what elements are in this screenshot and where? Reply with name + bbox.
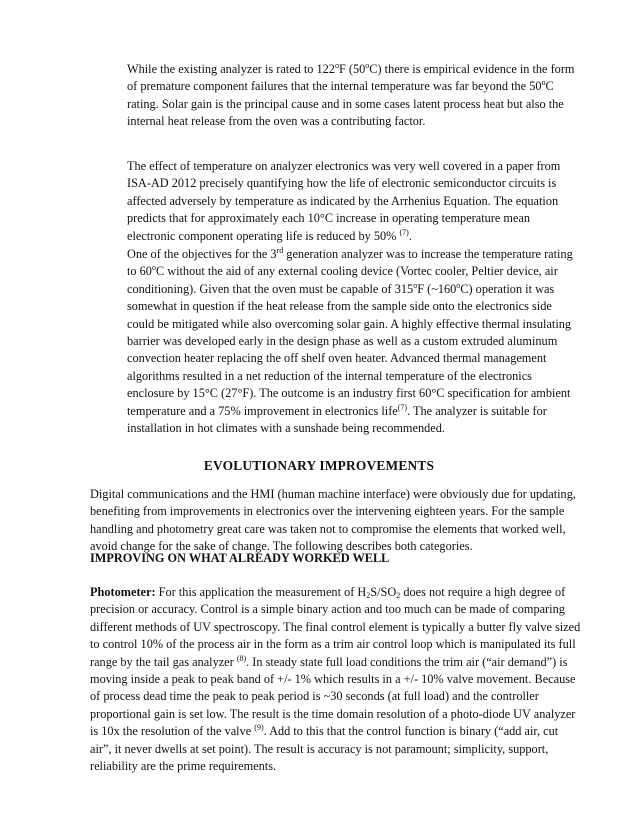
ordinal-sup: rd (276, 246, 284, 255)
subscript: 2 (366, 591, 371, 600)
text: C) there is empirical evidence in the form of premature component failures that the internal temperature was far beyond the 50 (127, 62, 575, 94)
text: C rating. Solar gain is the principal cause and in some cases latent process heat but also the internal heat release from the oven was a contributing factor. (127, 79, 564, 129)
text: S/SO (370, 585, 397, 599)
text: generation analyzer was to increase the temperature rating to 60 (127, 247, 573, 279)
subsection-heading: IMPROVING ON WHAT ALREADY WORKED WELL (90, 551, 390, 565)
text: . Add to this that the control function is binary (“add air, cut air”, it never dwells at set point). The result is accuracy is not paramount; simplicity, support, reliability are the prime requirements. (90, 724, 559, 774)
paragraph-temperature-effect (127, 158, 581, 245)
reference-sup: (7) (399, 227, 409, 237)
reference-sup: (9) (254, 723, 264, 733)
reference-sup: (7) (397, 402, 408, 412)
text: C without the aid of any external cooling device (Vortec cooler, Peltier device, air conditioning). Given that the oven must be capable of 315 (127, 264, 558, 296)
degree-sup: o (151, 263, 156, 273)
section-heading: EVOLUTIONARY IMPROVEMENTS (203, 458, 435, 473)
text: F (50 (338, 62, 366, 76)
degree-sup: o (413, 280, 418, 290)
degree-sup: o (541, 78, 546, 88)
text: One of the objectives for the 3 (127, 247, 277, 261)
text: . (408, 228, 412, 243)
text: While the existing analyzer is rated to 122 (127, 62, 335, 76)
paragraph-digital-communications: Digital communications and the HMI (human machine interface) were obviously due for updating, benefiting from improvements in electronics over the intervening eighteen years. For the sample handling and photometry great care was taken not to compromise the elements that worked well, avoid change for the sake of change. The following describes both categories. (90, 487, 576, 554)
paragraph-analyzer-rating (127, 61, 581, 131)
text: The effect of temperature on analyzer electronics was very well covered in a paper from ISA-AD 2012 precisely quantifying how the life of electronic semiconductor circuits is affected adversely by temperature as indicated by the Arrhenius Equation. The equation predicts that for approximately each 10°C increase in operating temperature mean electronic component operating life is reduced by 50% (127, 159, 561, 243)
degree-sup: o (365, 61, 370, 70)
text: . The analyzer is suitable for installation in hot climates with a sunshade being recommended. (127, 403, 547, 436)
photometer-label: Photometer: (90, 585, 156, 599)
text: For this application the measurement of H (155, 585, 367, 599)
degree-sup: o (456, 280, 461, 290)
reference-sup: (8) (236, 653, 247, 663)
subscript: 2 (396, 591, 401, 600)
text: does not require a high degree of precision or accuracy. Control is a simple binary action and too much can be made of comparing different methods of UV spectroscopy. The final control element is typically a butter fly valve sized to control 10% of the process air in the form as a trim air control loop which is manipulated its full range by the tail gas analyzer (90, 585, 581, 669)
text: F (~160 (417, 281, 457, 296)
degree-sup: o (334, 61, 339, 70)
paragraph-photometer (90, 584, 582, 775)
paragraph-third-generation (127, 246, 581, 437)
text: C) operation it was somewhat in question if the heat release from the sample side onto the electronics side could be mitigated while also overcoming solar gain. A highly effective thermal insulating barrier was developed early in the design phase as well as a custom extruded aluminum convection heater replacing the off shelf oven heater. Advanced thermal management algorithms resulted in a net reduction of the internal temperature of the electronics enclosure by 15°C (27°F). The outcome is an industry first 60°C specification for ambient temperature and a 75% improvement in electronics life (127, 281, 572, 418)
text: . In steady state full load conditions the trim air (“air demand”) is moving inside a peak to peak band of +/- 1% which results in a +/- 10% valve movement. Because of process dead time the peak to peak period is ~30 seconds (at full load) and the controller proportional gain is set low. The result is the time domain resolution of a photo-diode UV analyzer is 10x the resolution of the valve (90, 654, 576, 739)
